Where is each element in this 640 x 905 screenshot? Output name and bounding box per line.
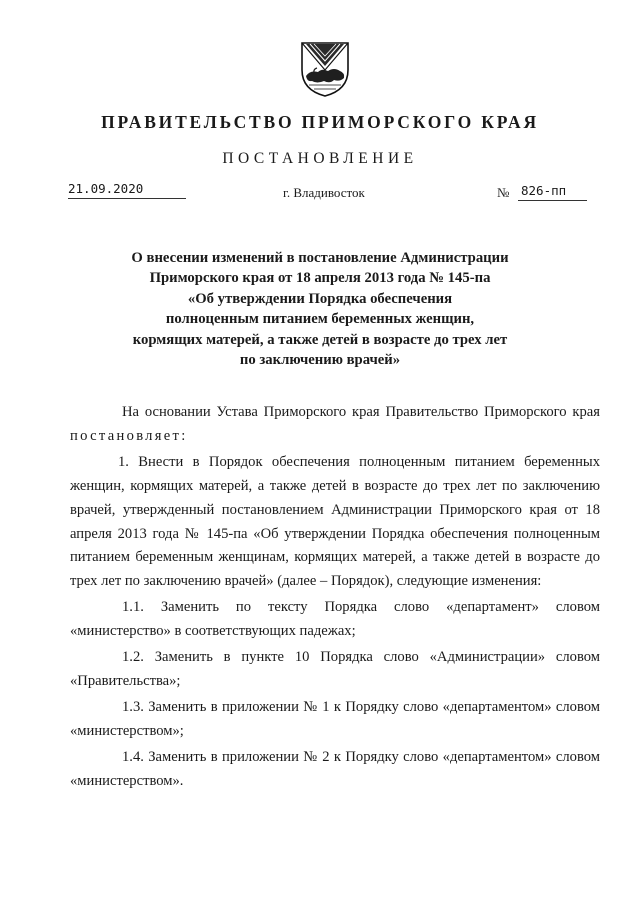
document-date: 21.09.2020 xyxy=(68,181,186,199)
title-line: кормящих матерей, а также детей в возрасте до трех лет xyxy=(132,331,508,348)
document-body xyxy=(70,401,600,794)
document-type: ПОСТАНОВЛЕНИЕ xyxy=(222,150,418,167)
item-1-3-paragraph: 1.3. Заменить в приложении № 1 к Порядку слово «департаментом» словом «министерством»; xyxy=(70,698,600,739)
government-name: ПРАВИТЕЛЬСТВО ПРИМОРСКОГО КРАЯ xyxy=(101,112,539,132)
coat-of-arms-icon xyxy=(300,40,350,98)
number-label: № xyxy=(497,185,510,200)
item-1-4-paragraph: 1.4. Заменить в приложении № 2 к Порядку слово «департаментом» словом «министерством». xyxy=(70,748,600,789)
item-1-paragraph: 1. Внести в Порядок обеспечения полноценным питанием беременных женщин, кормящих матерей, а также детей в возрасте до трех лет по заключению врачей, утвержденный постановлением Администрации Приморского края от 18 апреля 2013 года № 145-па «Об утверждении Порядка обеспечения полноценным питанием беременным женщинам, кормящих матерей, а также детей в возрасте до трех лет по заключению врачей» (далее – Порядок), следующие изменения: xyxy=(70,453,600,590)
preamble-text: На основании Устава Приморского края Правительство Приморского края xyxy=(122,404,600,420)
title-line: О внесении изменений в постановление Администрации xyxy=(131,250,509,266)
document-number: 826-пп xyxy=(518,183,587,201)
title-line: полноценным питанием беременных женщин, xyxy=(165,311,475,328)
item-1-1-paragraph: 1.1. Заменить по тексту Порядка слово «департамент» словом «министерство» в соответствующих падежах; xyxy=(70,599,600,640)
preamble-paragraph xyxy=(70,401,600,449)
document-title xyxy=(80,248,560,370)
item-1-2-paragraph: 1.2. Заменить в пункте 10 Порядка слово «Администрации» словом «Правительства»; xyxy=(70,649,600,689)
title-line: по заключению врачей» xyxy=(239,352,401,369)
title-line: Приморского края от 18 апреля 2013 года № 145-па xyxy=(149,270,491,287)
title-line: «Об утверждении Порядка обеспечения xyxy=(187,290,453,307)
document-city: г. Владивосток xyxy=(283,185,365,200)
preamble-keyword: постановляет: xyxy=(70,427,188,444)
